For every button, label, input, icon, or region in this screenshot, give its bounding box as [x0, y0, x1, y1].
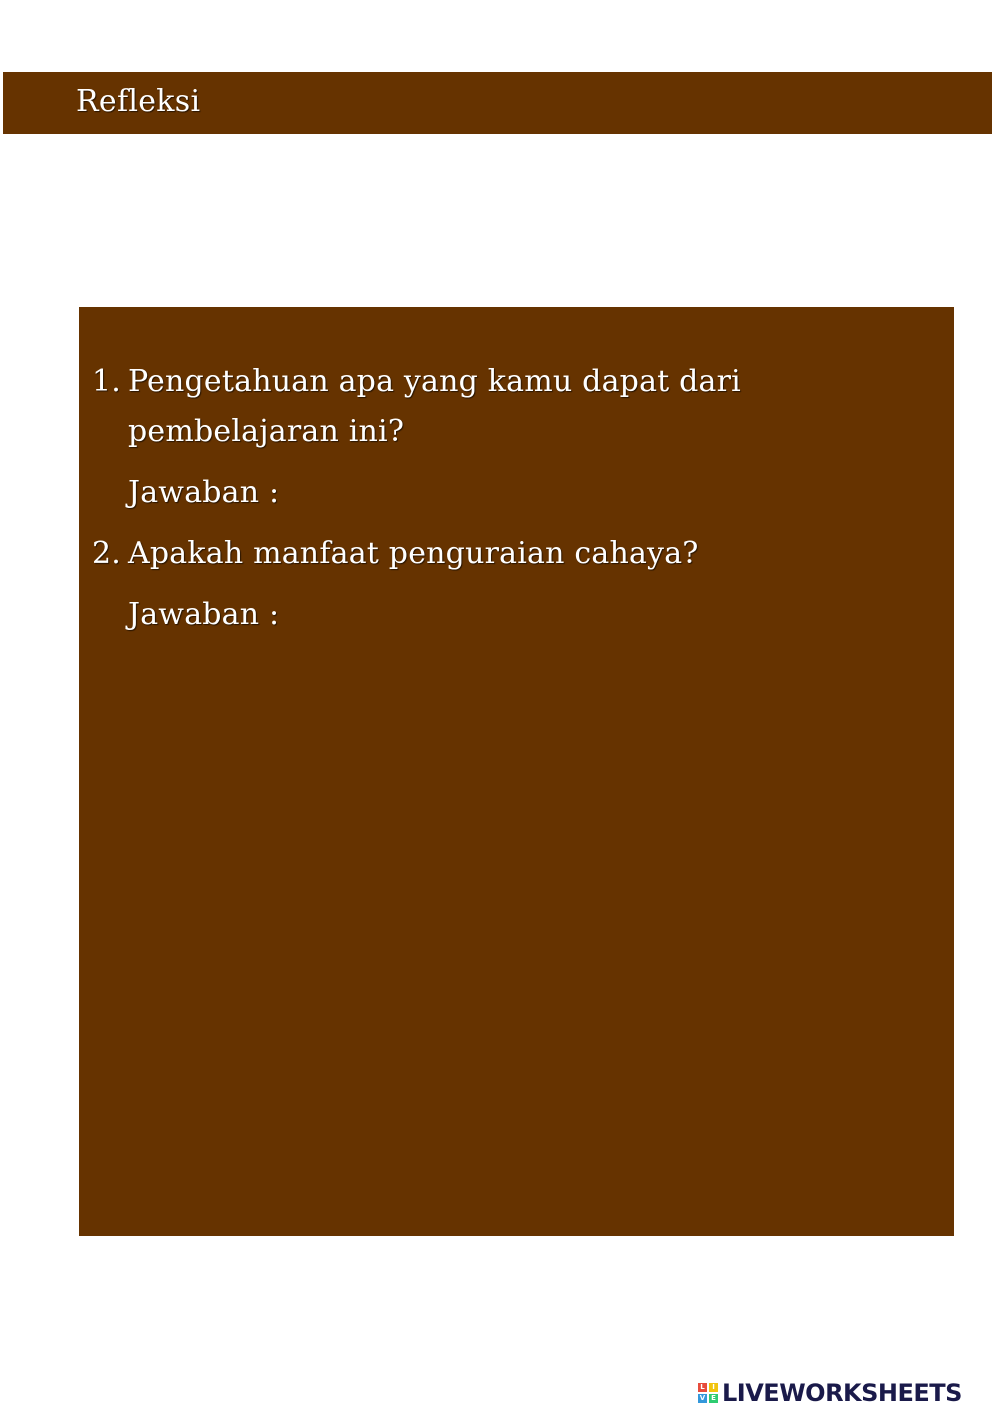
logo-letter-i: I [709, 1383, 718, 1392]
question-1-answer-label: Jawaban : [128, 475, 280, 510]
logo-letter-e: E [709, 1394, 718, 1403]
question-1-text: Pengetahuan apa yang kamu dapat dari [128, 364, 741, 399]
logo-letter-l: L [698, 1383, 707, 1392]
question-1-number: 1. [92, 364, 122, 399]
watermark-text: LIVEWORKSHEETS [722, 1379, 962, 1407]
page-title: Refleksi [76, 84, 201, 119]
question-1-line-1 [92, 364, 741, 400]
question-1-line-2: pembelajaran ini? [128, 414, 405, 449]
question-2-answer-label: Jawaban : [128, 597, 280, 632]
question-2-number: 2. [92, 536, 122, 571]
reflection-panel [79, 307, 954, 1236]
liveworksheets-logo-icon [698, 1383, 718, 1403]
question-2-line-1 [92, 536, 699, 572]
liveworksheets-watermark [698, 1378, 962, 1408]
header-bar [3, 72, 992, 134]
logo-letter-v: V [699, 1394, 706, 1402]
question-2-text: Apakah manfaat penguraian cahaya? [128, 536, 699, 571]
